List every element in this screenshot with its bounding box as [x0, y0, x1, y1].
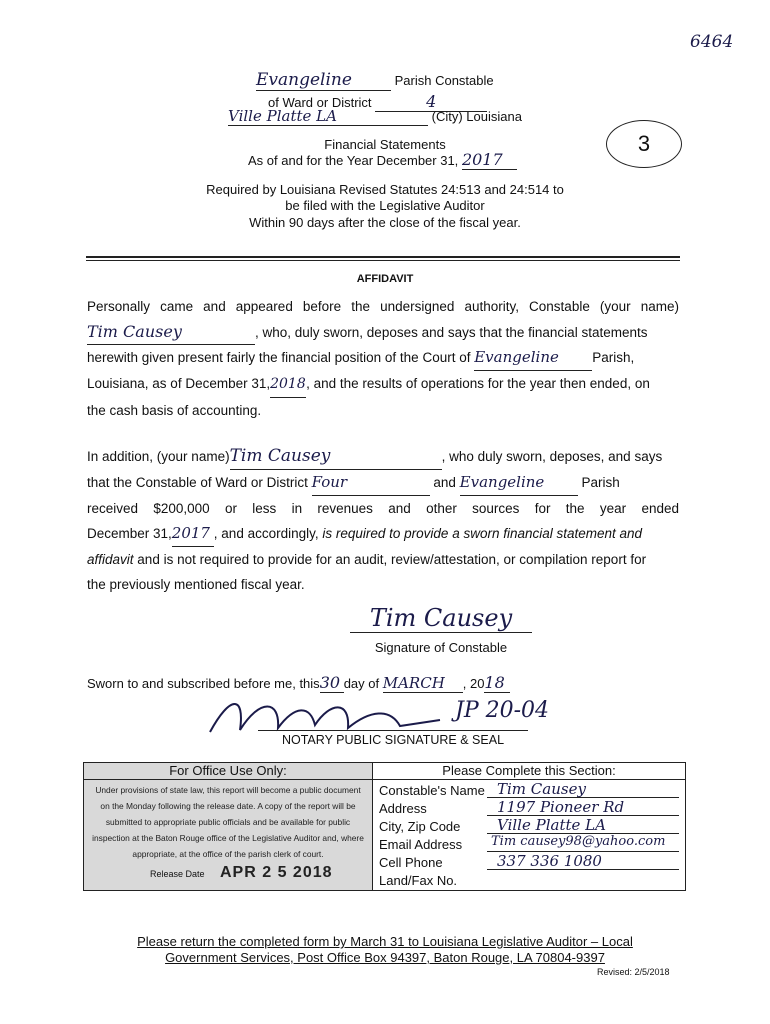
circled-number: 3 — [606, 120, 682, 168]
p2-line-6: the previously mentioned fiscal year. — [87, 577, 305, 592]
row-email: Email Address Tim causey98@yahoo.com — [379, 834, 679, 852]
complete-section-box — [373, 763, 685, 890]
header-divider — [86, 256, 680, 261]
p1-parish: Evangeline — [474, 345, 592, 371]
affidavit-heading: AFFIDAVIT — [356, 273, 414, 285]
revised-date: Revised: 2/5/2018 — [597, 967, 670, 977]
p1-line-4: Louisiana, as of December 31,2018, and the results of operations for the year then ended, on — [87, 371, 679, 398]
footer-line-2: Government Services, Post Office Box 94397, Baton Rouge, LA 70804-9397 — [165, 950, 605, 965]
sworn-line: Sworn to and subscribed before me, this30 day of MARCH , 2018 — [87, 673, 510, 693]
signature-label: Signature of Constable — [374, 640, 508, 655]
corner-number: 6464 — [690, 32, 734, 52]
affidavit-paragraph-2 — [87, 444, 679, 597]
p1-line-2: Tim Causey , who, duly sworn, deposes and says that the financial statements — [87, 319, 679, 345]
p2-line-5: affidavit and is not required to provide for an audit, review/attestation, or compilation report for — [87, 552, 647, 567]
constable-signature: Tim Causey — [350, 604, 532, 633]
parish-label: Parish Constable — [394, 73, 494, 88]
notary-id-handwritten: JP 20-04 — [455, 698, 550, 723]
p1-line-1: Personally came and appeared before the undersigned authority, Constable (your name) — [87, 299, 679, 314]
parish-handwritten: Evangeline — [256, 70, 391, 91]
year-handwritten: 2017 — [462, 150, 517, 170]
footer-line-1: Please return the completed form by March 31 to Louisiana Legislative Auditor – Local — [137, 934, 633, 949]
office-use-text: Under provisions of state law, this report will become a public document on the Monday following the release date. A copy of the report will be submitted to appropriate public officials and be available for public inspection at the Baton Rouge office of the Legislative Auditor and, where appropriate, at the office of the parish clerk of court. — [92, 785, 364, 859]
city-label: (City) Louisiana — [431, 109, 522, 124]
office-use-box — [84, 763, 373, 890]
bottom-boxes — [83, 762, 686, 891]
affidavit-paragraph-1 — [87, 294, 679, 423]
office-use-title: For Office Use Only: — [84, 763, 372, 780]
statute-line-2: be filed with the Legislative Auditor — [285, 198, 485, 213]
p2-year: 2017 — [172, 521, 214, 547]
row-address: Address 1197 Pioneer Rd — [379, 798, 679, 816]
p2-parish: Evangeline — [460, 470, 578, 496]
header-city-line — [228, 107, 522, 126]
city-handwritten: Ville Platte LA — [228, 107, 428, 126]
sworn-day: 30 — [320, 673, 344, 693]
p1-year: 2018 — [270, 372, 306, 398]
sworn-year: 18 — [484, 673, 510, 693]
p2-ward: Four — [312, 470, 430, 496]
notary-label: NOTARY PUBLIC SIGNATURE & SEAL — [281, 733, 505, 747]
statute-line-3: Within 90 days after the close of the fiscal year. — [249, 215, 521, 230]
row-cell-phone: Cell Phone 337 336 1080 — [379, 852, 679, 870]
p1-line-5: the cash basis of accounting. — [87, 403, 262, 418]
p1-line-3: herewith given present fairly the financial position of the Court of Evangeline Parish, — [87, 345, 679, 371]
title-year-line — [248, 150, 517, 170]
sworn-month: MARCH — [383, 674, 463, 693]
ward-label: of Ward or District — [268, 95, 372, 110]
row-constable-name: Constable's Name Tim Causey — [379, 780, 679, 798]
p2-line-3: received $200,000 or less in revenues and other sources for the year ended — [87, 501, 679, 516]
title-year-label: As of and for the Year December 31, — [248, 153, 459, 168]
row-city-zip: City, Zip Code Ville Platte LA — [379, 816, 679, 834]
title-financial-statements: Financial Statements — [324, 137, 446, 152]
complete-section-title: Please Complete this Section: — [373, 763, 685, 780]
notary-line — [258, 730, 528, 731]
p2-line-4: December 31,2017 , and accordingly, is required to provide a sworn financial statement and — [87, 521, 679, 547]
p2-line-1: In addition, (your name)Tim Causey , who duly sworn, deposes, and says — [87, 444, 679, 470]
complete-section-rows — [373, 780, 685, 888]
p1-name: Tim Causey — [87, 319, 255, 345]
statute-line-1: Required by Louisiana Revised Statutes 24:513 and 24:514 to — [206, 182, 564, 197]
row-land-fax: Land/Fax No. — [379, 873, 458, 888]
release-date-label: Release Date — [150, 869, 205, 879]
p2-line-2: that the Constable of Ward or District Four and Evangeline Parish — [87, 470, 679, 496]
release-date-stamp: APR 2 5 2018 — [220, 864, 333, 881]
header-parish-line — [256, 70, 494, 91]
p2-name: Tim Causey — [230, 444, 442, 470]
ward-handwritten: 4 — [375, 92, 487, 112]
